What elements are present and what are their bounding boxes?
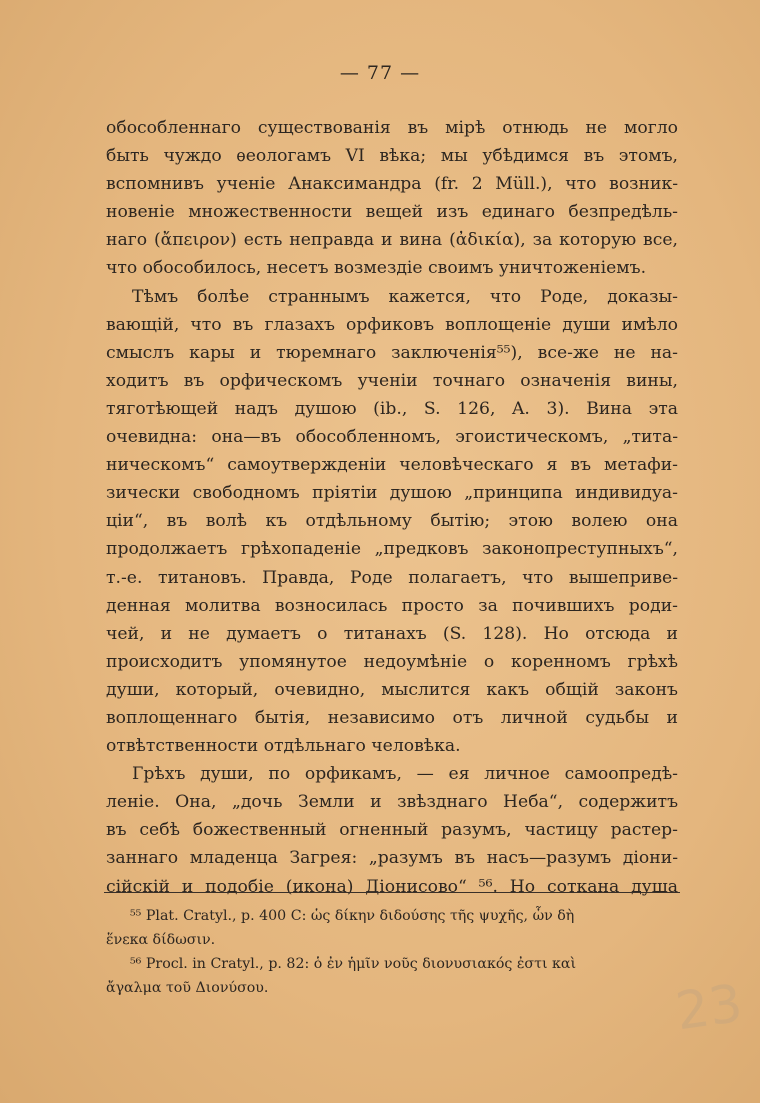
- footnotes: [106, 904, 678, 1000]
- text-line: сійскій и подобіе (икона) Діонисово“ ⁵⁶. Но соткана душа: [106, 876, 678, 897]
- footnote-line: ⁵⁶ Procl. in Cratyl., p. 82: ὁ ἐν ἡμῖν νοῦς διονυσιακός ἐστι καὶ: [130, 956, 577, 972]
- body-text: [106, 114, 678, 901]
- text-line: чей, и не думаетъ о титанахъ (S. 128). Но отсюда и: [106, 623, 678, 644]
- text-line: денная молитва возносилась просто за почившихъ роди-: [106, 595, 678, 616]
- footnote-divider: [104, 892, 680, 893]
- text-line: воплощеннаго бытія, независимо отъ личной судьбы и: [106, 707, 678, 728]
- text-line: очевидна: она—въ обособленномъ, эгоистическомъ, „тита-: [106, 427, 678, 448]
- text-line: происходитъ упомянутое недоумѣніе о коренномъ грѣхѣ: [106, 651, 678, 672]
- text-line: въ себѣ божественный огненный разумъ, частицу растер-: [106, 820, 678, 841]
- text-line: отвѣтственности отдѣльнаго человѣка.: [106, 736, 461, 757]
- text-line: наго (ἄπειρον) есть неправда и вина (ἀδικία), за которую все,: [106, 230, 678, 251]
- text-line: быть чуждо ѳеологамъ VI вѣка; мы убѣдимся въ этомъ,: [106, 146, 678, 167]
- text-line: вающій, что въ глазахъ орфиковъ воплощеніе души имѣло: [106, 314, 678, 335]
- text-line: тяготѣющей надъ душою (ib., S. 126, A. 3). Вина эта: [106, 398, 678, 419]
- text-line: обособленнаго существованія въ мірѣ отнюдь не могло: [106, 118, 678, 138]
- text-line: Грѣхъ души, по орфикамъ, — ея личное самоопредѣ-: [132, 764, 678, 785]
- footnote-line: ἕνεκα δίδωσιν.: [106, 932, 216, 948]
- footnote-line: ἄγαλμα τοῦ Διονύσου.: [106, 980, 269, 996]
- text-line: т.-е. титановъ. Правда, Роде полагаетъ, что вышеприве-: [106, 567, 678, 588]
- footnote-line: ⁵⁵ Plat. Cratyl., p. 400 C: ὡς δίκην διδούσης τῆς ψυχῆς, ὧν δὴ: [130, 908, 575, 924]
- page-number: — 77 —: [339, 62, 421, 84]
- text-line: леніе. Она, „дочь Земли и звѣзднаго Неба“, содержитъ: [106, 792, 678, 813]
- text-line: новеніе множественности вещей изъ единаго безпредѣль-: [106, 202, 678, 223]
- text-line: зически свободномъ пріятіи душою „принципа индивидуа-: [106, 483, 678, 504]
- text-line: ническомъ“ самоутвержденіи человѣческаго я въ метафи-: [106, 455, 678, 476]
- text-line: заннаго младенца Загрея: „разумъ въ насъ—разумъ діони-: [106, 848, 678, 869]
- text-line: вспомнивъ ученіе Анаксимандра (fr. 2 Müll.), что возник-: [106, 174, 678, 195]
- text-line: что обособилось, несетъ возмездіе своимъ уничтоженіемъ.: [106, 258, 647, 279]
- text-line: души, который, очевидно, мыслится какъ общій законъ: [106, 679, 678, 700]
- text-line: ходитъ въ орфическомъ ученіи точнаго означенія вины,: [106, 370, 678, 391]
- text-line: ціи“, въ волѣ къ отдѣльному бытію; этою волею она: [106, 511, 678, 532]
- pencil-annotation: 23: [672, 973, 747, 1043]
- text-line: продолжаетъ грѣхопаденіе „предковъ законопреступныхъ“,: [106, 539, 678, 560]
- text-line: Тѣмъ болѣе страннымъ кажется, что Роде, доказы-: [132, 286, 678, 307]
- text-line: смыслъ кары и тюремнаго заключенія⁵⁵), все-же не на-: [106, 342, 678, 363]
